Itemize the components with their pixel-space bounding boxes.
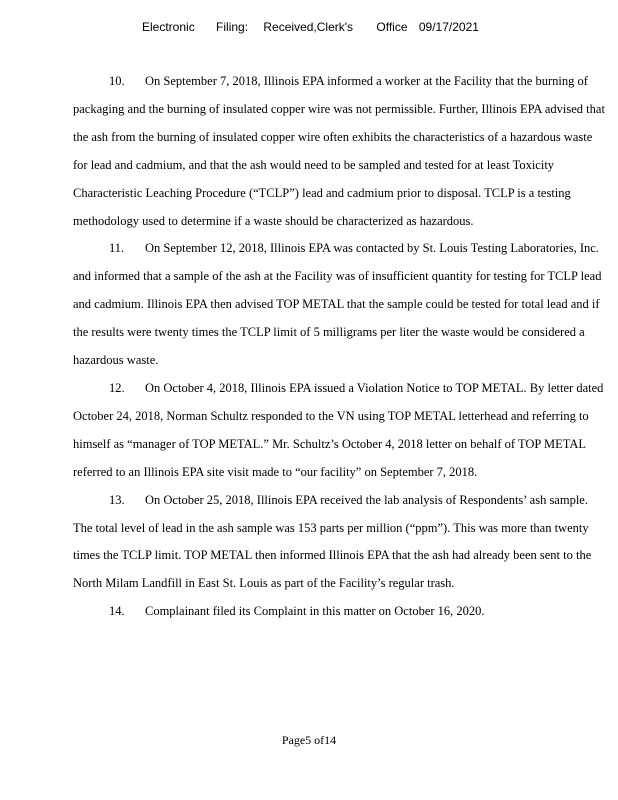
paragraph-text: On October 25, 2018, Illinois EPA received the lab analysis of Respondents’ ash sample. The total level of lead in the ash sample was 153 parts per million (“ppm”). This was more than twenty times the TCLP limit. TOP METAL then informed Illinois EPA that the ash had already been sent to the North Milam Landfill in East St. Louis as part of the Facility’s regular trash. bbox=[73, 492, 592, 591]
paragraph-number: 11. bbox=[109, 241, 125, 256]
paragraph-10 bbox=[73, 68, 605, 235]
paragraph-text: On October 4, 2018, Illinois EPA issued a Violation Notice to TOP METAL. By letter dated October 24, 2018, Norman Schultz responded to the VN using TOP METAL letterhead and referring to himself as “manager of TOP METAL.” Mr. Schultz’s October 4, 2018 letter on behalf of TOP METAL referred to an Illinois EPA site visit made to “our facility” on September 7, 2018. bbox=[73, 380, 604, 479]
paragraph-11 bbox=[73, 235, 605, 375]
document-body bbox=[73, 68, 605, 626]
header-office: Office bbox=[376, 20, 408, 34]
page-label: Page bbox=[281, 733, 306, 747]
header-electronic: Electronic bbox=[142, 20, 195, 34]
of-label: of bbox=[314, 733, 325, 747]
paragraph-number: 14. bbox=[109, 604, 125, 619]
total-pages: 14 bbox=[324, 733, 337, 747]
page-footer bbox=[0, 733, 618, 748]
header-received: Received,Clerk's bbox=[263, 20, 354, 34]
paragraph-12 bbox=[73, 375, 605, 487]
paragraph-14 bbox=[73, 598, 605, 626]
filing-stamp-header bbox=[142, 20, 479, 34]
header-filing: Filing: bbox=[216, 20, 249, 34]
paragraph-text: On September 7, 2018, Illinois EPA informed a worker at the Facility that the burning of packaging and the burning of insulated copper wire was not permissible. Further, Illinois EPA advised that the ash from the burning of insulated copper wire often exhibits the characteristics of a hazardous waste for lead and cadmium, and that the ash would need to be sampled and tested for at least Toxicity Characteristic Leaching Procedure (“TCLP”) lead and cadmium prior to disposal. TCLP is a testing methodology used to determine if a waste should be characterized as hazardous. bbox=[73, 74, 605, 228]
paragraph-text: Complainant filed its Complaint in this matter on October 16, 2020. bbox=[145, 604, 485, 619]
paragraph-13 bbox=[73, 487, 605, 599]
page-number: 5 bbox=[305, 733, 312, 747]
paragraph-text: On September 12, 2018, Illinois EPA was contacted by St. Louis Testing Laboratories, Inc. and informed that a sample of the ash at the Facility was of insufficient quantity for testing for TCLP lead and cadmium. Illinois EPA then advised TOP METAL that the sample could be tested for total lead and if the results were twenty times the TCLP limit of 5 milligrams per liter the waste would be considered a hazardous waste. bbox=[73, 241, 602, 368]
header-date: 09/17/2021 bbox=[418, 20, 479, 34]
paragraph-number: 10. bbox=[109, 74, 125, 88]
paragraph-number: 13. bbox=[109, 492, 125, 507]
paragraph-number: 12. bbox=[109, 380, 125, 395]
